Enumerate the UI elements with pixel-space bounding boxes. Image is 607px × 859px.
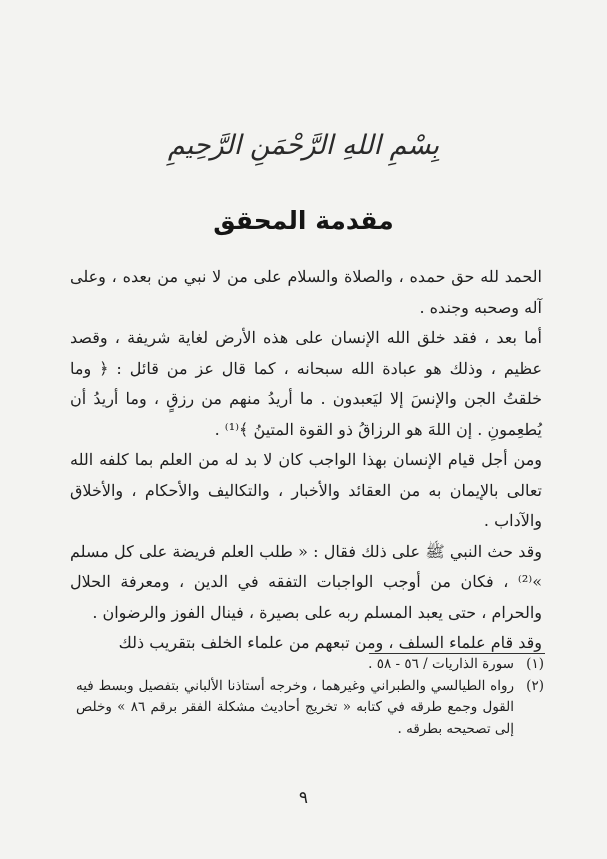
footnote (76, 654, 544, 676)
basmala-heading: بِسْمِ اللهِ الرَّحْمَنِ الرَّحِيمِ (167, 130, 440, 161)
page-title: مقدمة المحقق (213, 206, 394, 235)
paragraph: وقد حث النبي ﷺ على ذلك فقال : « طلب العلم فريضة على كل مسلم »⁽²⁾ ، فكان من أوجب الواجبات التفقه في الدين ، ومعرفة الحلال والحرام ، حتى يعبد المسلم ربه على بصيرة ، فينال الفوز والرضوان . (70, 541, 542, 622)
page-number: ٩ (298, 788, 309, 808)
footnote-text: سورة الذاريات / ٥٦ - ٥٨ . (368, 656, 514, 672)
footnote-text: رواه الطيالسي والطبراني وغيرهما ، وخرجه أستاذنا الألباني بتفصيل وبسط فيه القول وجمع طرقه في كتابه « تخريج أحاديث مشكلة الفقر برقم ٨٦ » وخلص إلى تصحيحه بطرقه . (76, 677, 515, 737)
footnote-number: (١) (526, 656, 544, 672)
footnote (76, 676, 544, 741)
paragraph: الحمد لله حق حمده ، والصلاة والسلام على من لا نبي من بعده ، وعلى آله وصحبه وجنده . (70, 267, 542, 317)
paragraph: ومن أجل قيام الإنسان بهذا الواجب كان لا بد له من العلم بما كلفه الله تعالى بالإيمان به من العقائد والأخبار ، والتكاليف والأحكام ، والأخلاق والآداب . (70, 450, 542, 530)
main-text (70, 262, 542, 659)
footnote-number: (٢) (526, 677, 544, 694)
footnotes (76, 654, 544, 740)
paragraph: أما بعد ، فقد خلق الله الإنسان على هذه الأرض لغاية شريفة ، وقصد عظيم ، وذلك هو عبادة الله سبحانه ، كما قال عز من قائل : ﴿ وما خلقتُ الجن والإنسَ إلا ليَعبدون . ما أريدُ منهم من رزقٍ ، وما أريدُ أن يُطعِمونِ . إن اللهَ هو الرزاقُ ذو القوة المتينُ ﴾⁽¹⁾ . (70, 328, 542, 439)
paragraph: وقد قام علماء السلف ، ومن تبعهم من علماء الخلف بتقريب ذلك (118, 633, 542, 652)
